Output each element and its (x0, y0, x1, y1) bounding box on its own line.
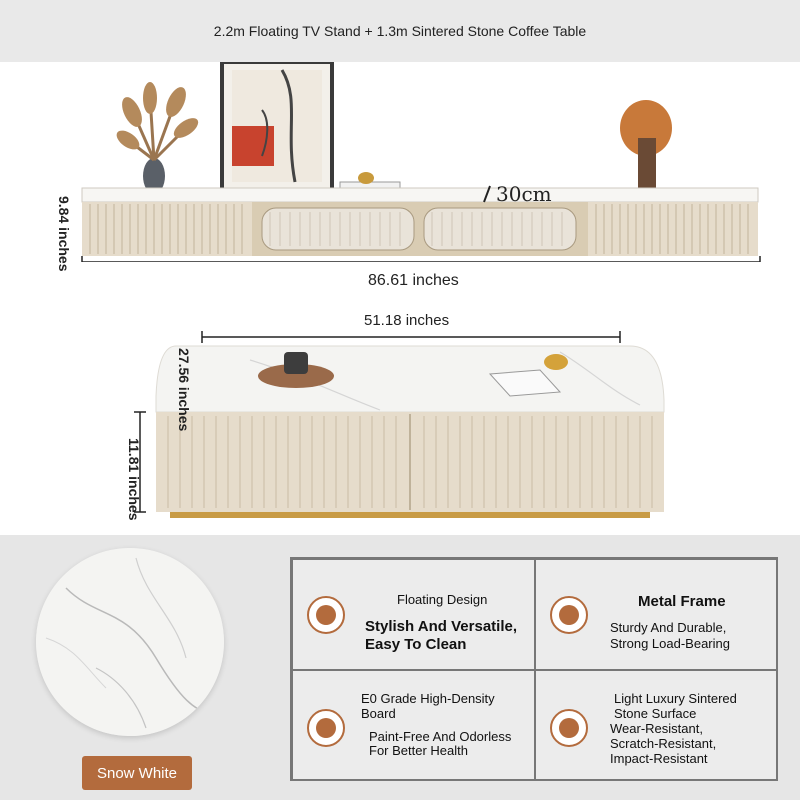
feature-bullet-icon (307, 596, 345, 634)
swatch-label: Snow White (82, 756, 192, 790)
feature-bullet-icon (550, 596, 588, 634)
title-bar (0, 0, 800, 62)
feature-line: Paint-Free And Odorless (369, 729, 512, 744)
feature-cell (292, 559, 535, 670)
feature-heading: Floating Design (397, 592, 488, 607)
page-title: 2.2m Floating TV Stand + 1.3m Sintered Stone Coffee Table (213, 23, 587, 39)
feature-heading: Light Luxury Sintered Stone Surface (614, 691, 737, 721)
feature-line: Wear-Resistant, (610, 721, 703, 736)
coffee-table-top (156, 346, 664, 412)
feature-line: Stylish And Versatile, (365, 618, 517, 635)
features-grid (290, 557, 778, 781)
coffee-table-depth-label: 27.56 inches (176, 348, 192, 432)
feature-cell (292, 670, 535, 781)
tv-stand-width-label: 86.61 inches (368, 272, 459, 289)
feature-heading: Metal Frame (638, 593, 726, 610)
tv-stand-image (0, 62, 800, 262)
coffee-table-image (0, 330, 800, 530)
feature-cell (535, 559, 778, 670)
feature-heading: E0 Grade High-Density Board (361, 691, 495, 721)
coffee-table-width-label: 51.18 inches (364, 312, 450, 329)
feature-line: Sturdy And Durable, (610, 620, 727, 635)
feature-cell (535, 670, 778, 781)
coffee-table-height-label: 11.81 inches (126, 438, 142, 521)
feature-bullet-icon (307, 709, 345, 747)
feature-line: Scratch-Resistant, (610, 736, 717, 751)
marble-swatch (36, 548, 224, 736)
tv-stand-top (82, 188, 758, 202)
tv-stand-height-label: 9.84 inches (56, 196, 72, 272)
feature-line: For Better Health (369, 743, 468, 758)
feature-line: Strong Load-Bearing (610, 636, 730, 651)
feature-bullet-icon (550, 709, 588, 747)
tv-stand-depth-label: 30cm (496, 182, 552, 206)
feature-line: Impact-Resistant (610, 751, 708, 766)
feature-line: Easy To Clean (365, 636, 467, 653)
